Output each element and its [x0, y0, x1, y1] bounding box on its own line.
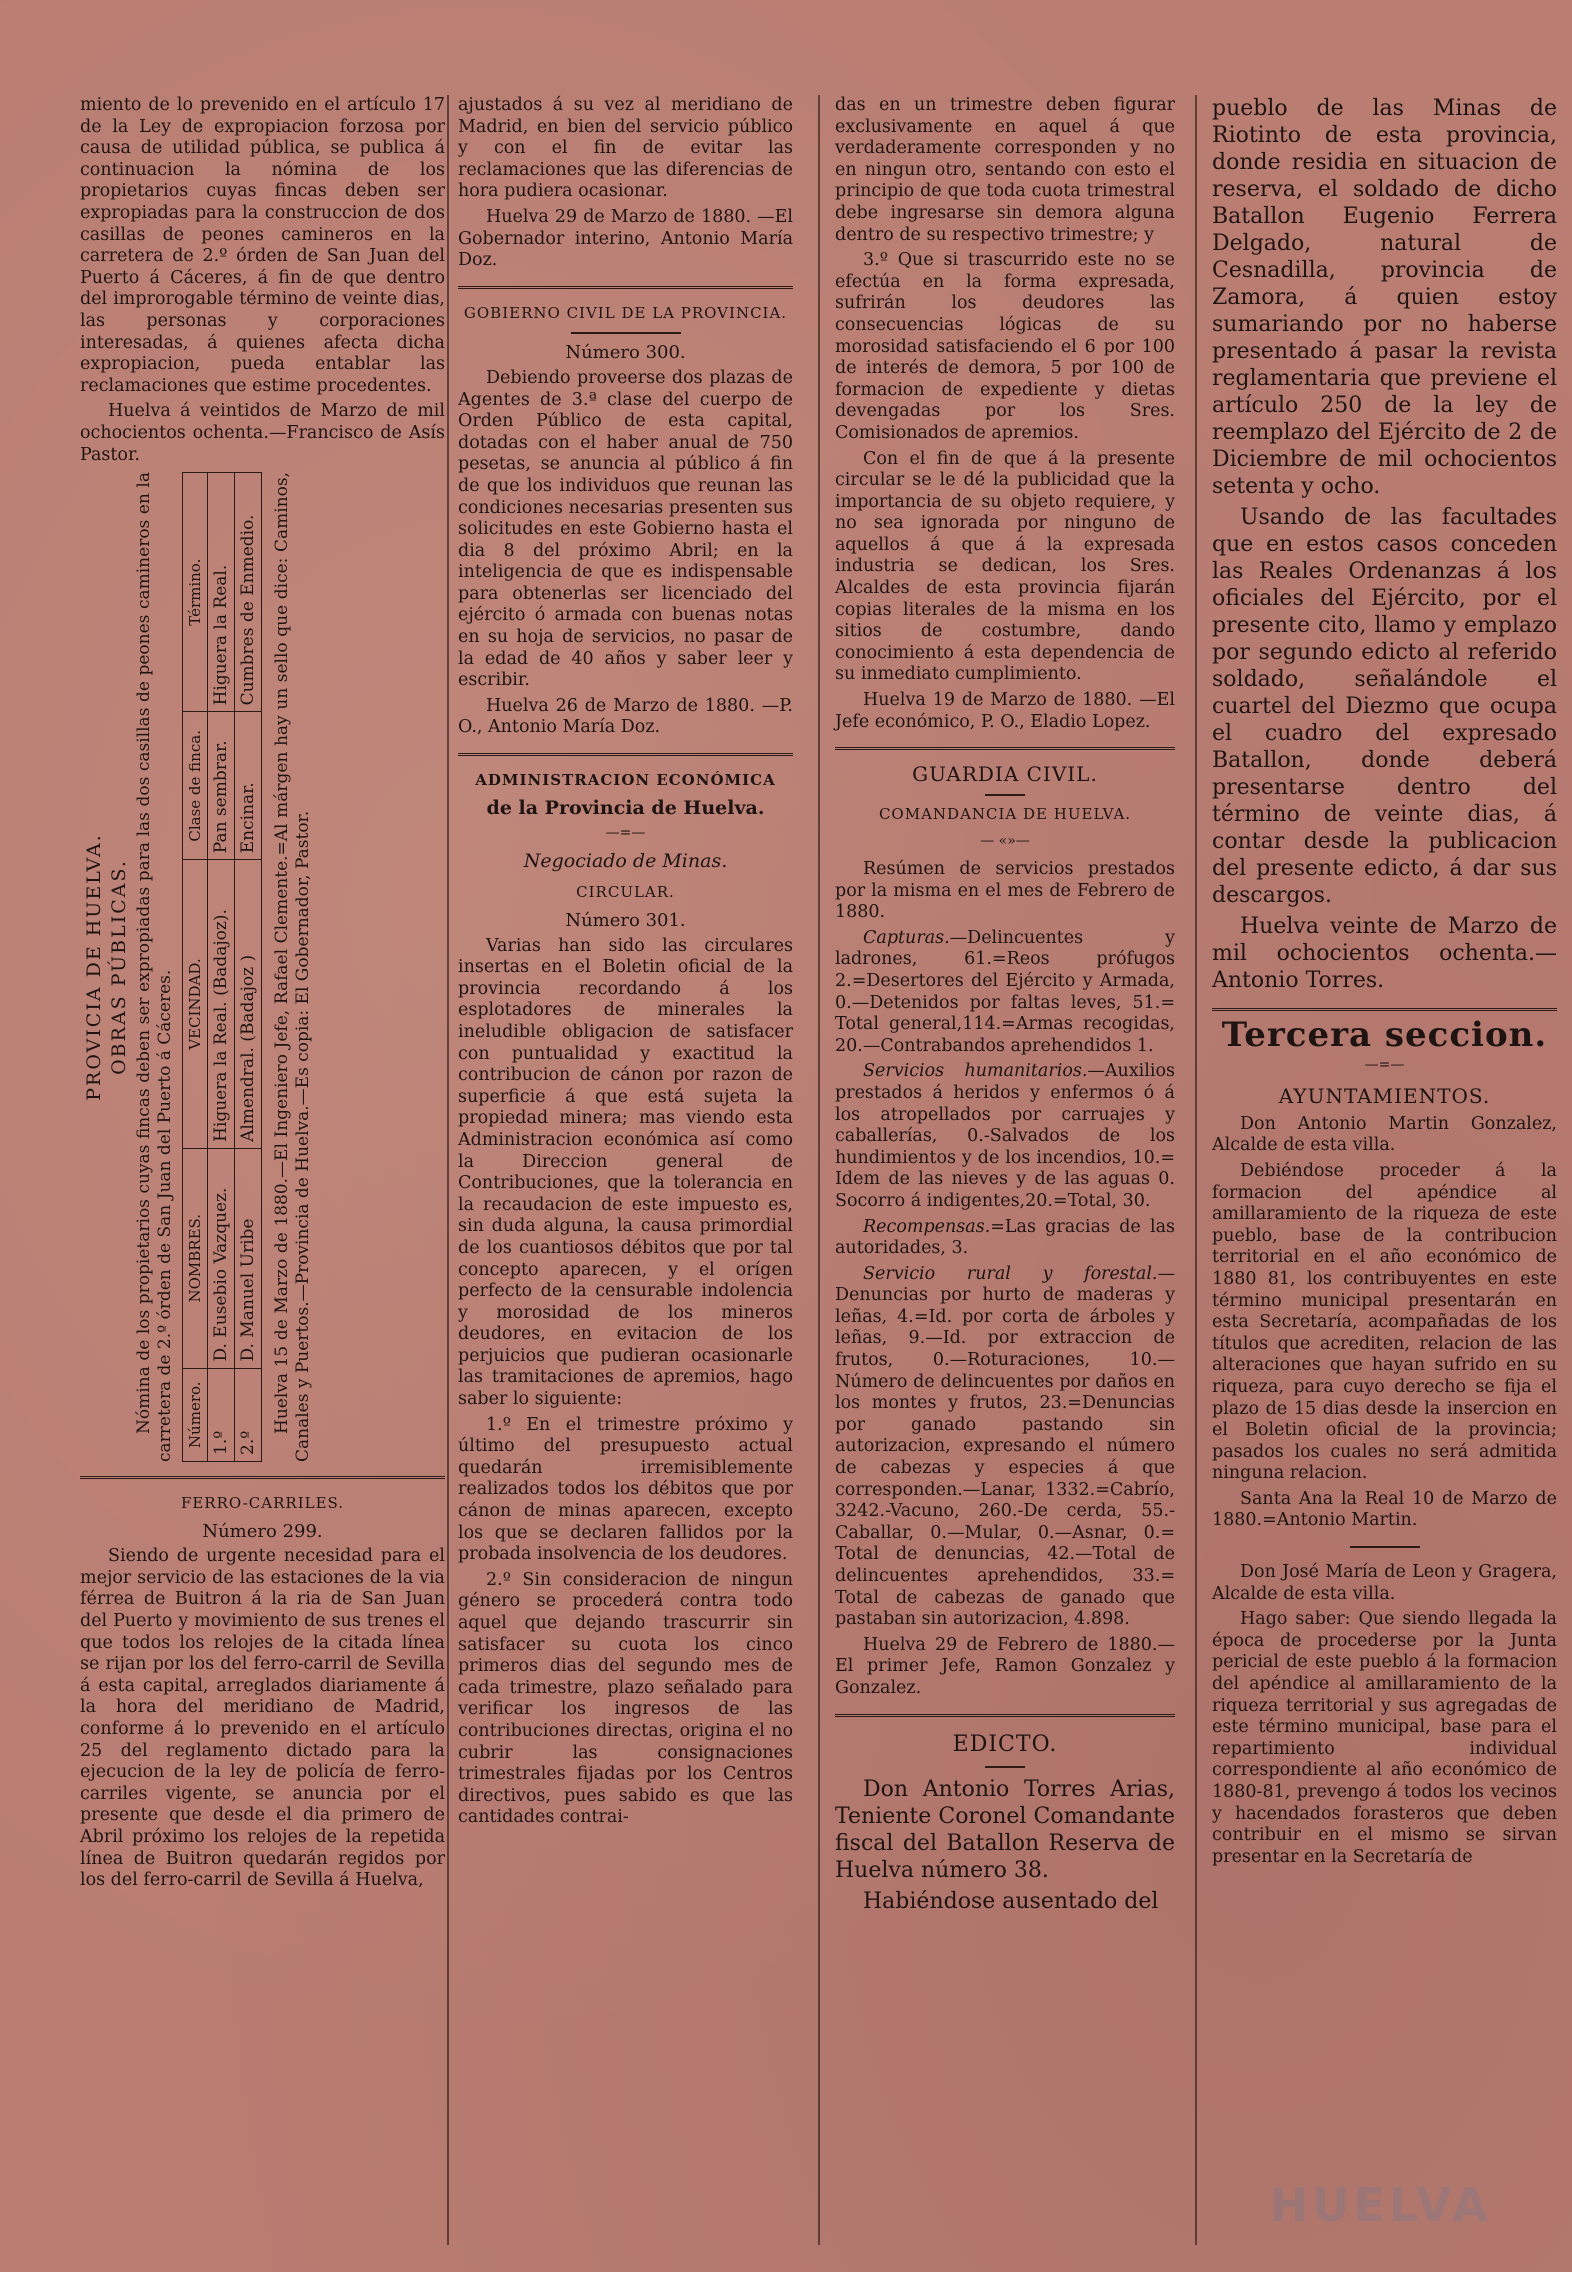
- cell: Cumbres de Enmedio.: [235, 473, 262, 712]
- label: Servicio rural y forestal.: [863, 1263, 1158, 1284]
- column-2: [458, 95, 793, 1833]
- separator: [80, 1476, 445, 1479]
- separator: [1212, 1008, 1557, 1011]
- label: Servicios humanitarios.: [863, 1061, 1088, 1082]
- value: =Las gracias de las autoridades, 3.: [835, 1216, 1175, 1259]
- rotated-nomina: [80, 472, 445, 1462]
- th-nombres: NOMBRES.: [183, 1149, 208, 1369]
- column-rule: [1195, 95, 1197, 2245]
- table-row: [208, 473, 235, 1462]
- heading-obras: OBRAS PÚBLICAS.: [108, 859, 130, 1075]
- separator: [835, 747, 1175, 750]
- value: —Delincuentes y ladrones, 61.=Reos prófugos 2.=Desertores del Ejército y Armada, 0.—Detenidos por faltas leves, 51.= Total general,114.=Armas recogidas, 20.—Contrabandos aprehendidos 1.: [835, 927, 1175, 1056]
- intro-text: miento de lo prevenido en el artículo 17 de la Ley de expropiacion forzosa por causa de utilidad pública, se publica á continuacion la nómina de los propietarios cuyas fincas deben ser expropiadas para la construccion de dos casillas de peones camineros en la carretera de 2.º órden de San Juan del Puerto á Cáceres, á fin de que dentro del improrogable término de veinte dias, las personas y corporaciones interesadas, á quienes afecta dicha expropiacion, pueda entablar las reclamaciones que estime procedentes.: [80, 95, 445, 396]
- guardia-recompensas: [835, 1217, 1175, 1260]
- cell: 2.º: [235, 1368, 262, 1461]
- ferro-title: FERRO-CARRILES.: [180, 1494, 345, 1513]
- circular-signature: Huelva 19 de Marzo de 1880. —El Jefe económico, P. O., Eladio Lopez.: [835, 690, 1175, 732]
- ayunt-2-text: Hago saber: Que siendo llegada la época de procederse por la Junta pericial de este pueblo á la formacion del apéndice al amillaramiento de la riqueza territorial y sus agregadas de este término municipal, base para el repartimiento individual correspondiente al año económico de 1880-81, prevengo á todos los vecinos y hacendados forasteros que deben contribuir en el mismo se sirvan presentar en la Secretaría de: [1212, 1609, 1557, 1867]
- gobierno-title: GOBIERNO CIVIL DE LA PROVINCIA.: [463, 303, 788, 322]
- circular-p2: 2.º Sin consideracion de ningun género se procederá contra todo aquel que dejando trascurrir sin satisfacer su cuota los cinco primeros dias del segundo mes de cada trimestre, plazo señalado para verificar los ingresos de las contribuciones directas, origina el no cubrir las consignaciones trimestrales fijadas por los Centros directivos, pues sabido es que las cantidades contrai-: [458, 1569, 793, 1828]
- circular-p4: Con el fin de que á la presente circular se le dé la publicidad que la importancia de su objeto requiere, y no sea ignorada por ninguno de aquellos á que á la expresada industria se dedican, los Sres. Alcaldes de esta provincia fijarán copias literales de la misma en los sitios de costumbre, dando conocimiento á esta dependencia de su inmediato cumplimiento.: [835, 448, 1175, 685]
- value: —Denuncias por hurto de maderas y leñas, 4.=Id. por corta de árboles y leñas, 9.—Id. por extraccion de frutos, 0.—Roturaciones, 10.—Número de delincuentes por daños en los montes y frutos, 23.=Denuncias por ganado pastando sin autorizacion, expresando el número de cabezas y especies á que corresponden.—Lanar, 1332.=Cabrío, 3242.-Vacuno, 260.-De cerda, 55.-Caballar, 0.—Mular, 0.—Asnar, 0.= Total de denuncias, 42.—Total de delincuentes aprehendidos, 33.= Total de cabezas de ganado que pastaban sin autorizacion, 4.898.: [835, 1263, 1175, 1630]
- edicto-p2: Usando de las facultades que en estos casos conceden las Reales Ordenanzas á los oficiales del Ejército, por el presente cito, llamo y emplazo por segundo edicto al referido soldado, señalándole el cuartel del Diezmo que ocupa el cuadro del expresado Batallon, donde deberá presentarse dentro del término de veinte dias, á contar desde la publicacion del presente edicto, á dar sus descargos.: [1212, 505, 1557, 908]
- column-3: [835, 95, 1175, 1919]
- ornament: —=—: [605, 825, 646, 842]
- circular-p3: 3.º Que si trascurrido este no se efectúa en la forma expresada, sufrirán los deudores las consecuencias lógicas de su morosidad satisfaciendo el 6 por 100 de interés de demora, 5 por 100 de formacion de expediente y dietas devengadas por los Sres. Comisionados de apremios.: [835, 250, 1175, 443]
- label: Capturas.: [863, 927, 950, 948]
- value: —Auxilios prestados á heridos y enfermos ó á los atropellados por carruajes y caballerías, 0.-Salvados de los hundimientos y de los incendios, 10.= Idem de las nieves y de las aguas 0. Socorro á indigentes,20.=Total, 30.: [835, 1061, 1175, 1211]
- cell: Pan sembrar.: [208, 712, 235, 860]
- table-row: [235, 473, 262, 1462]
- separator: [1350, 1546, 1420, 1548]
- adm-title-1: ADMINISTRACION ECONÓMICA: [475, 771, 776, 790]
- nomina-text: Nómina de los propietarios cuyas fincas deben ser expropiadas para las dos casillas de peones camineros en la carretera de 2.º órden de San Juan del Puerto á Cáceres.: [134, 472, 175, 1463]
- gobierno-text: Debiendo proveerse dos plazas de Agentes de 3.ª clase del cuerpo de Orden Público de esta capital, dotadas con el haber anual de 750 pesetas, se anuncia al público á fin de que los individuos que reunan las condiciones necesarias presenten sus solicitudes en este Gobierno hasta el dia 8 del próximo Abril; en la inteligencia de que es indispensable para obtenerlas ser licenciado del ejército ó armada con buenas notas en su hoja de servicios, no pasar de la edad de 40 años y saber leer y escribir.: [458, 367, 793, 691]
- separator: [985, 794, 1025, 796]
- gobierno-number: Número 300.: [565, 342, 686, 364]
- owners-table: [182, 472, 262, 1462]
- cell: 1.º: [208, 1368, 235, 1461]
- column-rule: [447, 95, 449, 2245]
- guardia-capturas: [835, 928, 1175, 1058]
- separator: [835, 1714, 1175, 1717]
- col2-signature-1: Huelva 29 de Marzo de 1880. —El Gobernador interino, Antonio María Doz.: [458, 206, 793, 271]
- adm-subtitle: Negociado de Minas.: [523, 849, 728, 872]
- adm-title-2: de la Provincia de Huelva.: [486, 796, 765, 819]
- intro-signature: Huelva á veintidos de Marzo de mil ochocientos ochenta.—Francisco de Asís Pastor.: [80, 401, 445, 465]
- col2-continuation: ajustados á su vez al meridiano de Madrid, en bien del servicio público y con el fin de evitar las reclamaciones que las diferencias de hora pudiera ocasionar.: [458, 95, 793, 202]
- ayuntamientos-title: AYUNTAMIENTOS.: [1278, 1084, 1491, 1109]
- circular-number: Número 301.: [565, 910, 686, 931]
- cell: Higuera la Real.: [208, 473, 235, 712]
- edicto-title: EDICTO.: [952, 1731, 1058, 1757]
- th-termino: Término.: [183, 473, 208, 712]
- column-rule: [818, 95, 820, 2245]
- ayunt-1-text: Debiéndose proceder á la formacion del apéndice al amillaramiento de la riqueza de este pueblo, base de la contribucion territorial en el año económico de 1880 81, los contribuyentes en este término municipal presentarán en esta Secretaría, acompañadas de los títulos que acrediten, relacion de las alteraciones que hayan sufrido en su riqueza, para cuyo derecho se fija el plazo de 15 dias desde la insercion en el Boletin oficial de la provincia; pasados los cuales no será admitida ninguna relacion.: [1212, 1160, 1557, 1484]
- ferro-number: Número 299.: [202, 1520, 323, 1542]
- guardia-rural: [835, 1264, 1175, 1631]
- ornament: — «»—: [980, 833, 1030, 850]
- guardia-signature: Huelva 29 de Febrero de 1880.— El primer Jefe, Ramon Gonzalez y Gonzalez.: [835, 1634, 1175, 1698]
- cell: Higuera la Real. (Badajoz).: [208, 860, 235, 1149]
- separator: [458, 753, 793, 756]
- edicto-start: Habiéndose ausentado del: [863, 1888, 1159, 1914]
- guardia-intro: Resúmen de servicios prestados por la misma en el mes de Febrero de 1880.: [835, 859, 1175, 923]
- circular-text: Varias han sido las circulares insertas en el Boletin oficial de la provincia recordando á los esplotadores de minerales la ineludible obligacion de satisfacer con puntualidad y exactitud la contribucion de cánon por razon de superficie á que está sujeta la propiedad minera; mas viendo esta Administracion económica así como la Direccion general de Contribuciones, que la tolerancia en la recaudacion de este impuesto es, sin duda alguna, la causa primordial de los cuantiosos débitos que por tal concepto aparecen, y el orígen perfecto de la censurable indolencia y morosidad de los mineros deudores, en evitacion de los perjuicios que pudieran ocasionarle las tramitaciones de apremios, hago saber lo siguiente:: [458, 935, 793, 1410]
- column-4: [1212, 95, 1557, 1872]
- cell: Encinar.: [235, 712, 262, 860]
- edicto-text: Don Antonio Torres Arias, Teniente Coronel Comandante fiscal del Batallon Reserva de Huelva número 38.: [835, 1776, 1175, 1883]
- cell: D. Manuel Uribe: [235, 1149, 262, 1369]
- circular-p1: 1.º En el trimestre próximo y último del presupuesto actual quedarán irremisiblemente realizados todos los débitos que por cánon de minas aparecen, excepto los que se declaren fallidos por la probada insolvencia de los deudores.: [458, 1414, 793, 1565]
- gobierno-signature: Huelva 26 de Marzo de 1880. —P. O., Antonio María Doz.: [458, 695, 793, 738]
- th-numero: Número.: [183, 1368, 208, 1461]
- ayunt-1-head: Don Antonio Martin Gonzalez, Alcalde de esta villa.: [1212, 1113, 1557, 1156]
- cell: Almendral. (Badajoz ): [235, 860, 262, 1149]
- col4-continuation: pueblo de las Minas de Riotinto de esta provincia, donde residia en situacion de reserva, el soldado de dicho Batallon Eugenio Ferrera Delgado, natural de Cesnadilla, provincia de Zamora, á quien estoy sumariando por no haberse presentado á pasar la revista reglamentaria que previene el artículo 250 de la ley de reemplazo del Ejército de 2 de Diciembre de mil ochocientos setenta y ocho.: [1212, 96, 1557, 499]
- ornament: —=—: [1364, 1056, 1405, 1073]
- ferro-text: Siendo de urgente necesidad para el mejor servicio de las estaciones de la via férrea de Buitron á la ria de San Juan del Puerto y movimiento de sus trenes el que todos los relojes de la citada línea se rijan por los del ferro-carril de Sevilla á esta capital, arreglados diariamente á la hora del meridiano de Madrid, conforme á lo prevenido en el artículo 25 del reglamento dictado para la ejecucion de la ley de policía de ferro-carriles vigente, se anuncia por el presente que desde el dia primero de Abril próximo los relojes de la repetida línea de Buitron quedarán regidos por los del ferro-carril de Sevilla á Huelva,: [80, 1546, 445, 1891]
- section-title: Tercera seccion.: [1221, 1015, 1548, 1055]
- circular-label: CIRCULAR.: [576, 883, 675, 902]
- col3-continuation: das en un trimestre deben figurar exclusivamente en aquel á que verdaderamente corresponden y no en ningun otro, sentando con esto el principio de que toda cuota trimestral debe ingresarse sin demora alguna dentro de su respectivo trimestre; y: [835, 95, 1175, 245]
- watermark: HUELVA: [1269, 2178, 1492, 2232]
- edicto-signature: Huelva veinte de Marzo de mil ochocientos ochenta.— Antonio Torres.: [1212, 914, 1557, 993]
- guardia-title: GUARDIA CIVIL.: [912, 762, 1098, 787]
- ayunt-2-head: Don José María de Leon y Gragera, Alcalde de esta villa.: [1212, 1562, 1557, 1604]
- th-vecindad: VECINDAD.: [183, 860, 208, 1149]
- heading-provincia: PROVICIA DE HUELVA.: [83, 833, 105, 1101]
- cell: D. Eusebio Vazquez.: [208, 1149, 235, 1369]
- separator: [571, 332, 681, 334]
- nomina-footer: Huelva 15 de Marzo de 1880.—El Ingeniero Jefe, Rafael Clemente.=Al márgen hay un sello que dice: Caminos, Canales y Puertos.—Provincia de Huelva.—Es copia: El Gobernador, Pastor.: [272, 472, 313, 1463]
- label: Recompensas.: [863, 1216, 991, 1237]
- ayunt-1-signature: Santa Ana la Real 10 de Marzo de 1880.=Antonio Martin.: [1212, 1488, 1557, 1531]
- guardia-subtitle: COMANDANCIA DE HUELVA.: [878, 804, 1132, 823]
- separator: [458, 286, 793, 289]
- separator: [985, 1766, 1025, 1768]
- column-1: [80, 95, 445, 1896]
- th-clase: Clase de finca.: [183, 712, 208, 860]
- guardia-servicios: [835, 1061, 1175, 1212]
